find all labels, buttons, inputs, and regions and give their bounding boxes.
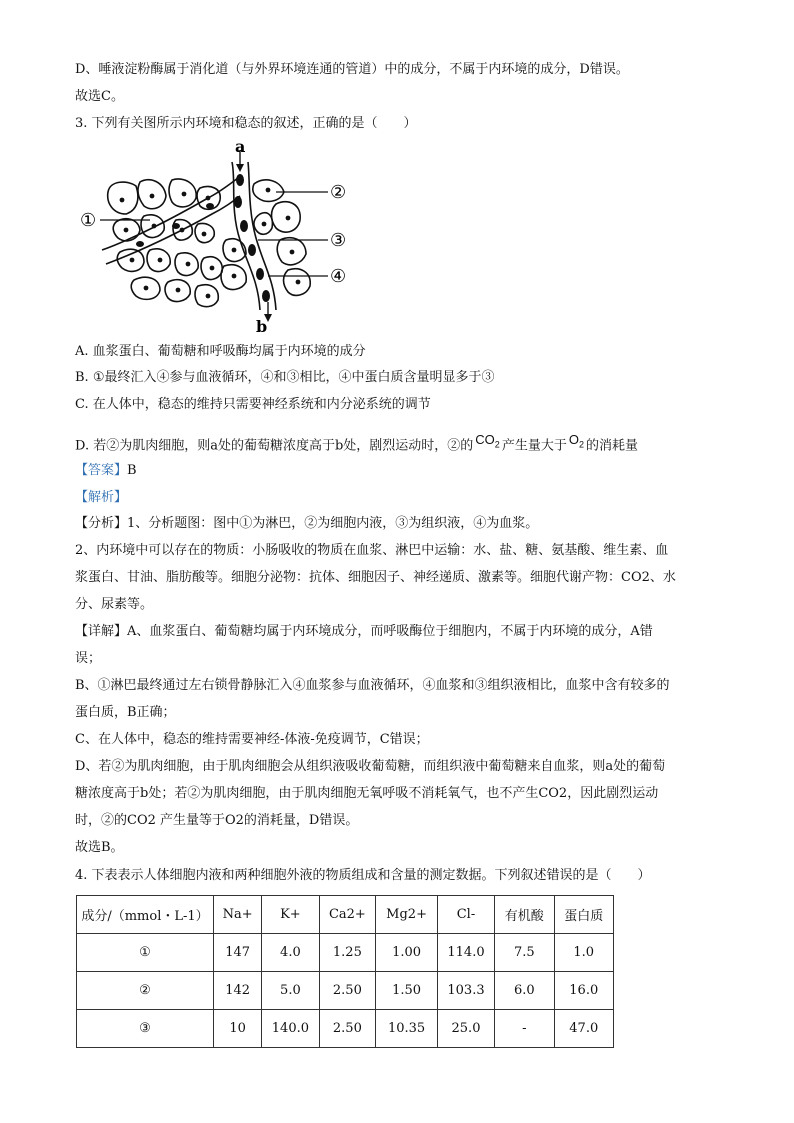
detail-d: D、若②为肌肉细胞，由于肌肉细胞会从组织液吸收葡萄糖，而组织液中葡萄糖来自血浆，则a处的葡萄 [75,759,666,774]
text-line: 分、尿素等。 [75,597,154,612]
table-cell: 16.0 [554,972,613,1010]
option-a: A. 血浆蛋白、葡萄糖和呼吸酶均属于内环境的成分 [75,344,366,359]
table-header-cell: Cl- [437,896,494,934]
answer-value: B [127,463,137,478]
table-header-cell: 成分/（mmol・L-1） [77,896,214,934]
option-c: C. 在人体中，稳态的维持只需要神经系统和内分泌系统的调节 [75,397,431,412]
answer-line [75,461,137,481]
table-cell: 10 [214,1010,262,1048]
table-cell: 103.3 [437,972,494,1010]
text-line: 故选B。 [75,840,124,855]
label-4: ④ [330,266,347,287]
table-cell: 140.0 [262,1010,319,1048]
table-header-cell: 蛋白质 [554,896,613,934]
table-cell: 147 [214,934,262,972]
analysis-label: 【解析】 [75,490,128,505]
option-b: B. ①最终汇入④参与血液循环，④和③相比，④中蛋白质含量明显多于③ [75,370,495,385]
label-2: ② [330,182,347,203]
table-cell: 1.25 [319,934,376,972]
table-cell: 4.0 [262,934,319,972]
table-cell: ② [77,972,214,1010]
table-cell: 6.0 [495,972,554,1010]
table-cell: ③ [77,1010,214,1048]
detail-b: B、①淋巴最终通过左右锁骨静脉汇入④血浆参与血液循环，④血浆和③组织液相比，血浆中含有较多的 [75,678,670,693]
text-line: 糖浓度高于b处；若②为肌肉细胞，由于肌肉细胞无氧呼吸不消耗氧气，也不产生CO2，因此剧烈运动 [75,786,659,801]
table-cell: 47.0 [554,1010,613,1048]
detail-a: 【详解】A、血浆蛋白、葡萄糖均属于内环境成分，而呼吸酶位于细胞内，不属于内环境的成分，A错 [75,624,653,639]
table-cell: 1.00 [376,934,438,972]
formula-o2: $O_2$ [568,432,584,450]
label-b: b [256,317,268,335]
table-header-cell: Ca2+ [319,896,376,934]
text-line: 蛋白质，B正确； [75,705,176,720]
option-d: D. 若②为肌肉细胞，则a处的葡萄糖浓度高于b处，剧烈运动时，②的 $CO_2$ 产生量大于 $O_2$ 的消耗量 [75,432,638,454]
table-row [77,1010,614,1048]
table-cell: 7.5 [495,934,554,972]
formula-co2: $CO_2$ [475,432,500,450]
answer-label: 【答案】 [75,463,128,478]
question-4: 4. 下表表示人体细胞内液和两种细胞外液的物质组成和含量的测定数据。下列叙述错误的是（ ） [75,868,651,883]
table-cell: 10.35 [376,1010,438,1048]
detail-c: C、在人体中，稳态的维持需要神经-体液-免疫调节，C错误； [75,732,429,747]
analysis-fenxi: 【分析】1、分析题图：图中①为淋巴，②为细胞内液，③为组织液，④为血浆。 [75,516,539,531]
composition-table [76,895,614,1048]
text-line: 浆蛋白、甘油、脂肪酸等。细胞分泌物：抗体、细胞因子、神经递质、激素等。细胞代谢产物：CO2、水 [75,570,676,585]
table-header-cell: Mg2+ [376,896,438,934]
table-cell: 25.0 [437,1010,494,1048]
table-cell: 2.50 [319,972,376,1010]
table-cell: 114.0 [437,934,494,972]
tissue-diagram [80,140,370,335]
table-cell: 142 [214,972,262,1010]
text-line: D、唾液淀粉酶属于消化道（与外界环境连通的管道）中的成分，不属于内环境的成分，D错误。 [75,62,629,77]
table-header-cell: 有机酸 [495,896,554,934]
table-cell: ① [77,934,214,972]
text-line: 故选C。 [75,89,124,104]
table-row [77,972,614,1010]
table-row [77,934,614,972]
table-cell: 1.0 [554,934,613,972]
table-cell: 5.0 [262,972,319,1010]
table-cell: - [495,1010,554,1048]
label-a: a [235,140,246,156]
table-header-cell: K+ [262,896,319,934]
text-line: 2、内环境中可以存在的物质：小肠吸收的物质在血浆、淋巴中运输：水、盐、糖、氨基酸、维生素、血 [75,543,669,558]
text-line: 误； [75,651,102,666]
table-header-row [77,896,614,934]
table-header-cell: Na+ [214,896,262,934]
table-cell: 2.50 [319,1010,376,1048]
text-line: 时，②的CO2 产生量等于O2的消耗量，D错误。 [75,813,359,828]
table-cell: 1.50 [376,972,438,1010]
question-3: 3. 下列有关图所示内环境和稳态的叙述，正确的是（ ） [75,116,417,131]
label-1: ① [80,210,97,231]
label-3: ③ [330,230,347,251]
